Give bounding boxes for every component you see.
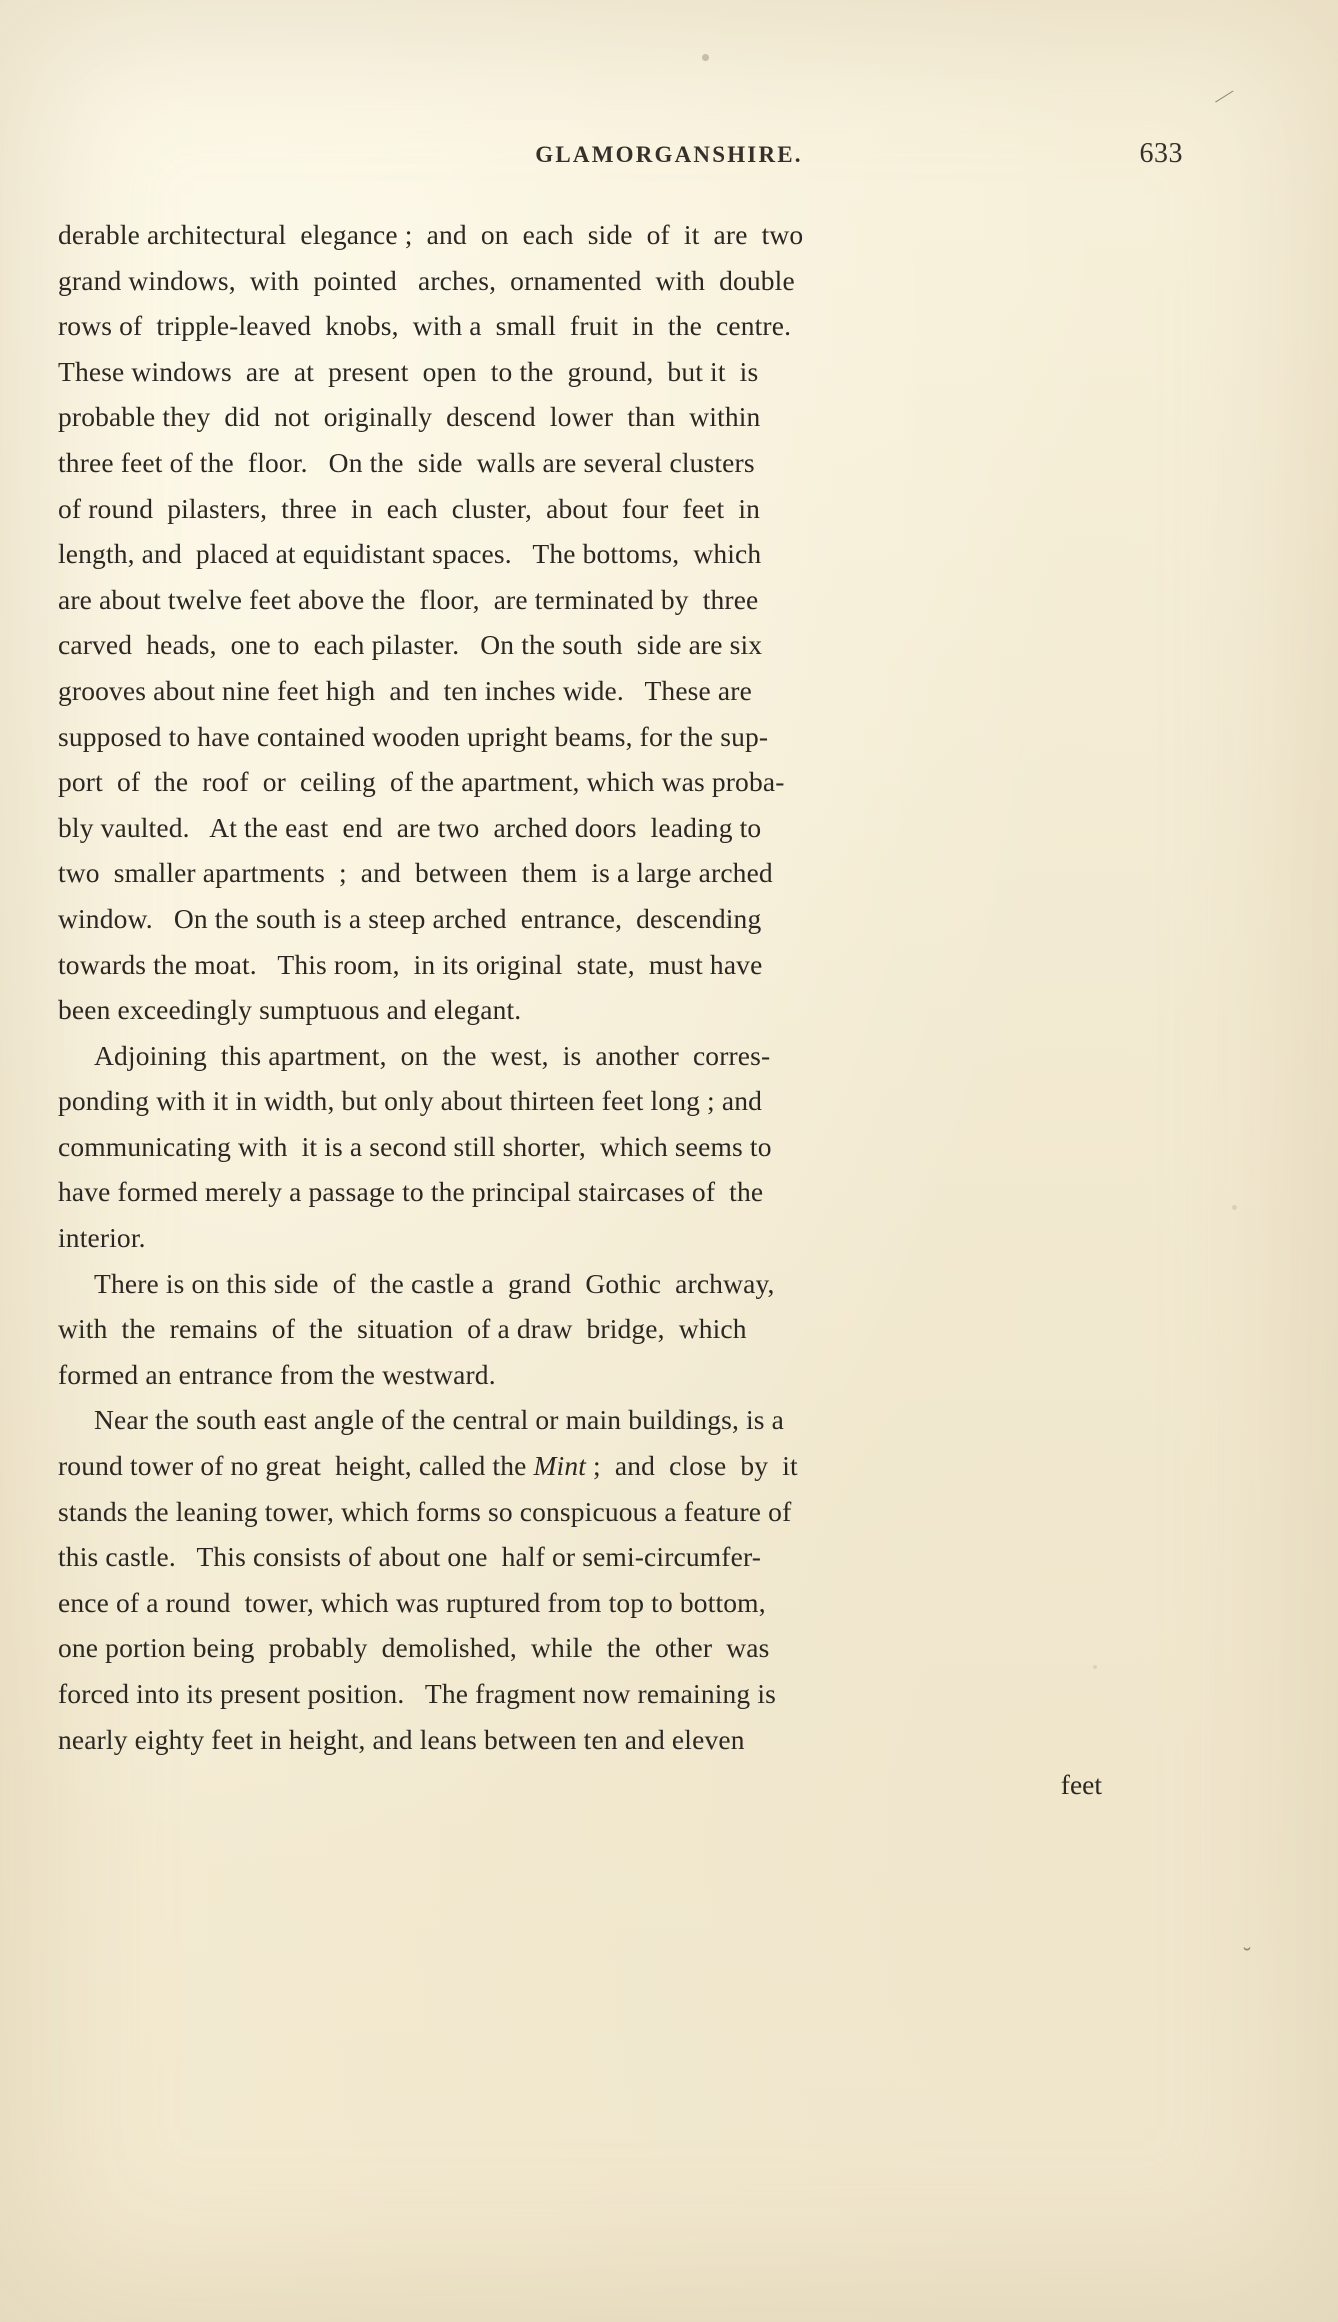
text-line: of round pilasters, three in each cluster, about four feet in [58,492,761,524]
paragraph-4 [58,1397,1116,1762]
text-line-with-italic [58,1443,1116,1489]
text-line: derable architectural elegance ; and on each side of it are two [58,219,804,250]
text-line: forced into its present position. The fragment now remaining is [58,1678,776,1709]
body-text [58,212,1116,1808]
text-line: interior. [58,1222,146,1254]
text-line-indented [58,1397,1116,1443]
text-line: carved heads, one to each pilaster. On the south side are six [58,629,763,661]
margin-mark: ˘ [1243,1944,1251,1970]
paragraph-3 [58,1261,1116,1398]
text-line: have formed merely a passage to the principal staircases of the [58,1176,764,1208]
text-line: nearly eighty feet in height, and leans between ten and eleven [58,1723,745,1755]
text-line: this castle. This consists of about one half or semi-circumfer- [58,1541,762,1573]
text-line: stands the leaning tower, which forms so conspicuous a feature of [58,1495,792,1527]
catchword: feet [1060,1769,1102,1801]
text-line: communicating with it is a second still shorter, which seems to [58,1130,772,1162]
text-line: length, and placed at equidistant spaces. The bottoms, which [58,538,762,570]
page-header [0,138,1338,176]
text-line: ence of a round tower, which was ruptured from top to bottom, [58,1586,766,1618]
text-line: rows of tripple-leaved knobs, with a small fruit in the centre. [58,310,792,342]
text-line: probable they did not originally descend lower than within [58,401,761,433]
text-line: round tower of no great height, called the [58,1450,534,1482]
text-line: window. On the south is a steep arched entrance, descending [58,902,762,934]
text-line: towards the moat. This room, in its original state, must have [58,948,763,980]
text-line: port of the roof or ceiling of the apartment, which was proba- [58,766,785,798]
text-line: There is on this side of the castle a grand Gothic archway, [94,1267,775,1299]
text-line: These windows are at present open to the ground, but it is [58,355,759,387]
text-line: are about twelve feet above the floor, are terminated by three [58,583,759,615]
paragraph-2 [58,1033,1116,1261]
text-line-indented [58,1033,1116,1079]
text-line: supposed to have contained wooden upright beams, for the sup- [58,720,769,752]
text-line: Adjoining this apartment, on the west, is another corres- [94,1039,771,1071]
text-line: grooves about nine feet high and ten inches wide. These are [58,674,752,706]
text-line: Near the south east angle of the central or main buildings, is a [94,1404,785,1436]
text-line: ponding with it in width, but only about thirteen feet long ; and [58,1085,763,1117]
text-line-tail: ; and close by it [586,1450,798,1482]
text-line: one portion being probably demolished, while the other was [58,1632,770,1664]
text-line: with the remains of the situation of a draw bridge, which [58,1313,747,1345]
text-line: grand windows, with pointed arches, ornamented with double [58,264,795,296]
text-line: two smaller apartments ; and between them is a large arched [58,857,773,889]
italic-term: Mint [533,1450,587,1482]
text-line: bly vaulted. At the east end are two arched doors leading to [58,811,762,843]
text-line: three feet of the floor. On the side walls are several clusters [58,446,755,478]
text-line: formed an entrance from the westward. [58,1358,496,1390]
paragraph-1 [58,212,1116,1033]
text-line-indented [58,1261,1116,1307]
page-number: 633 [1139,138,1183,169]
margin-mark: ⁄ [1216,82,1232,111]
text-line: been exceedingly sumptuous and elegant. [58,994,522,1026]
running-title: GLAMORGANSHIRE. [535,142,803,167]
